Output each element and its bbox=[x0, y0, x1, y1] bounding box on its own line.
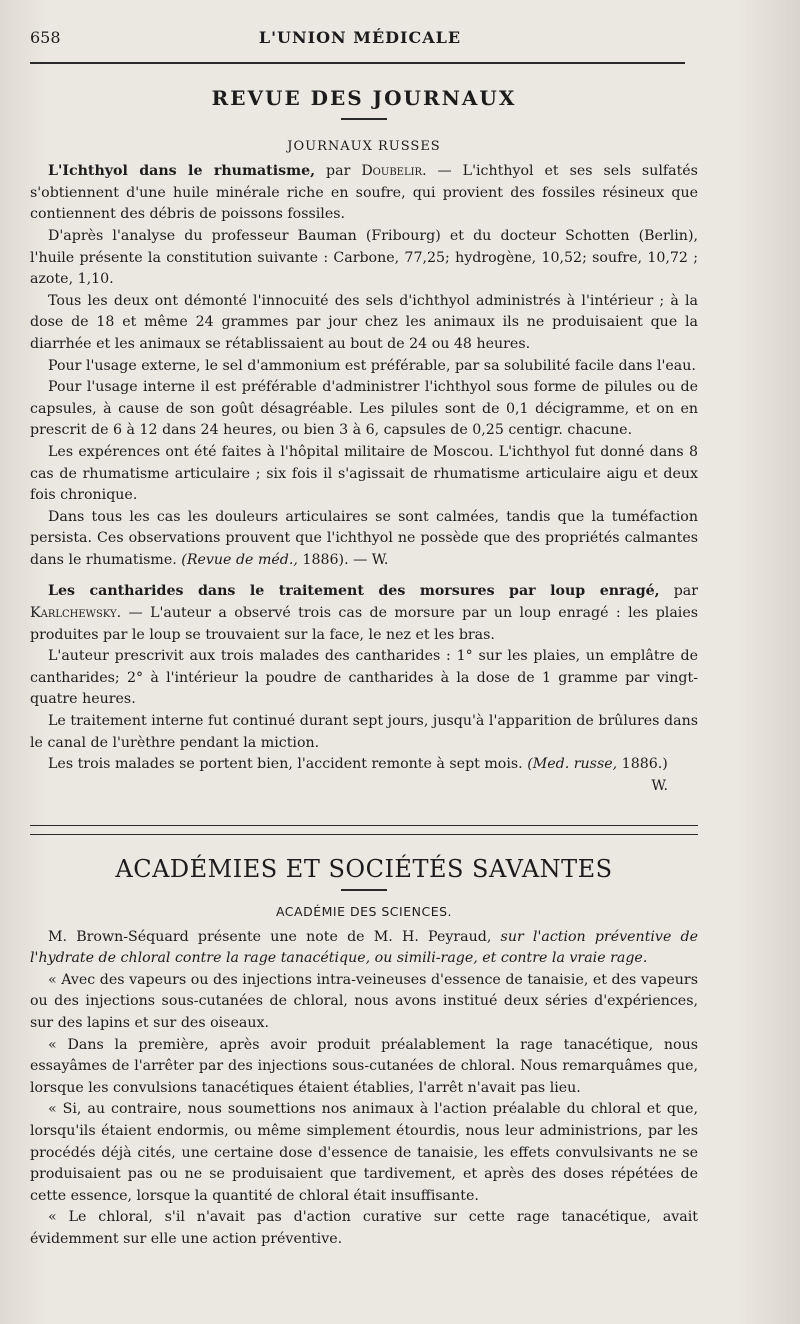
journal-title: L'UNION MÉDICALE bbox=[258, 28, 462, 47]
academies-paragraph-4: « Si, au contraire, nous soumettions nos animaux à l'action préalable du chloral et que, lorsqu'ils étaient endormis, ou même simplement étourdis, nous leur administrions, par les procédés déjà cités, une certaine dose d'essence de tanaisie, les effets convulsivants ne se produisaient pas ou ne se produisaient que tardivement, et après des doses répétées de cette essence, lorsque la quantité de chloral était insuffisante. bbox=[30, 1101, 698, 1204]
academies-underline bbox=[341, 889, 387, 891]
article2-paragraph-2: L'auteur prescrivit aux trois malades des cantharides : 1° sur les plaies, un emplâtre de cantharides; 2° à l'intérieur la poudre de cantharides à la dose de 1 gramme par vingt-quatre heures. bbox=[30, 648, 698, 708]
article1-title: L'Ichthyol dans le rhumatisme, bbox=[48, 163, 316, 180]
title-underline bbox=[341, 118, 387, 120]
article2-p4-text: Les trois malades se portent bien, l'accident remonte à sept mois. bbox=[48, 756, 523, 773]
academies-paragraph-2: « Avec des vapeurs ou des injections intra-veineuses d'essence de tanaisie, et des vapeurs ou des injections sous-cutanées de chloral, nous avons institué deux séries d'expériences, sur des lapins et sur des oiseaux. bbox=[30, 971, 698, 1031]
page-content bbox=[30, 60, 698, 1251]
academies-p1-italic: sur l'action préventive de l'hydrate de chloral contre la rage tanacétique, ou simili-rage, et contre la vraie rage. bbox=[30, 928, 699, 967]
academies-paragraph-5: « Le chloral, s'il n'avait pas d'action curative sur cette rage tanacétique, avait évidemment sur elle une action préventive. bbox=[30, 1209, 698, 1247]
academies-p1-start: M. Brown-Séquard présente une note de M. H. Peyraud, bbox=[48, 928, 492, 945]
article1-p7-source: (Revue de méd., bbox=[181, 551, 298, 568]
running-header bbox=[30, 28, 690, 54]
article2-paragraph-3: Le traitement interne fut continué durant sept jours, jusqu'à l'apparition de brûlures dans le canal de l'urèthre pendant la miction. bbox=[30, 713, 698, 751]
article1-paragraph-3: Tous les deux ont démonté l'innocuité des sels d'ichthyol administrés à l'intérieur ; à la dose de 18 et même 24 grammes par jour chez les animaux ils ne produisaient que la diarrhée et les animaux se rétablissaient au bout de 24 ou 48 heures. bbox=[30, 292, 698, 352]
article1-paragraph-7 bbox=[30, 507, 698, 572]
article2-p4-source: (Med. russe, bbox=[527, 756, 618, 773]
article2-paragraph-4 bbox=[30, 754, 698, 776]
subsection-journaux-russes: JOURNAUX RUSSES bbox=[287, 138, 441, 154]
article2-paragraph-1 bbox=[30, 581, 698, 646]
section-title-academies: ACADÉMIES ET SOCIÉTÉS SAVANTES bbox=[115, 855, 613, 884]
section-title-revue: REVUE DES JOURNAUX bbox=[211, 86, 517, 110]
article2-intro: — L'auteur a observé trois cas de morsure par un loup enragé : les plaies produites par le loup se trouvaient sur la face, le nez et les bras. bbox=[30, 605, 698, 643]
subsection-academie-sciences: ACADÉMIE DES SCIENCES. bbox=[275, 904, 453, 919]
article1-paragraph-1 bbox=[30, 161, 698, 226]
article1-intro: — L'ichthyol et ses sels sulfatés s'obtiennent d'une huile minérale riche en soufre, qui provient des fossiles résineux que contiennent des débris de poissons fossiles. bbox=[30, 163, 698, 223]
article2-by: par bbox=[673, 583, 699, 600]
article2-author: Karlchewsky. bbox=[30, 605, 122, 622]
article1-paragraph-4: Pour l'usage externe, le sel d'ammonium est préférable, par sa solubilité facile dans l'eau. bbox=[48, 357, 696, 374]
article1-paragraph-6: Les expérences ont été faites à l'hôpital militaire de Moscou. L'ichthyol fut donné dans 8 cas de rhumatisme articulaire ; six fois il s'agissait de rhumatisme articulaire aigu et deux fois chronique. bbox=[30, 443, 698, 504]
article1-paragraph-5: Pour l'usage interne il est préférable d'administrer l'ichthyol sous forme de pilules ou de capsules, à cause de son goût désagréable. Les pilules sont de 0,1 décigramme, et on en prescrit de 6 à 12 dans 24 heures, ou bien 3 à 6, capsules de 0,25 centigr. chacune. bbox=[30, 379, 698, 439]
academies-paragraph-3: « Dans la première, après avoir produit préalablement la rage tanacétique, nous essayâmes de l'arrêter par des injections sous-cutanées de chloral. Nous remarquâmes que, lorsque les convulsions tanacétiques étaient établies, l'arrêt n'avait pas lieu. bbox=[30, 1036, 698, 1096]
article1-by: par bbox=[326, 163, 351, 180]
article1-author: Doubelir. bbox=[361, 163, 427, 180]
page-number: 658 bbox=[30, 28, 61, 47]
article2-title: Les cantharides dans le traitement des morsures par loup enragé, bbox=[48, 583, 660, 600]
article2-p4-year: 1886.) bbox=[621, 756, 668, 773]
article1-paragraph-2: D'après l'analyse du professeur Bauman (Fribourg) et du docteur Schotten (Berlin), l'huile présente la constitution suivante : Carbone, 77,25; hydrogène, 10,52; soufre, 10,72 ; azote, 1,10. bbox=[30, 227, 698, 288]
academies-paragraph-1 bbox=[30, 927, 698, 970]
section-divider bbox=[30, 825, 698, 835]
article2-signature: W. bbox=[651, 777, 668, 794]
article1-p7-year: 1886). — W. bbox=[302, 551, 389, 568]
article1-p7-text: Dans tous les cas les douleurs articulaires se sont calmées, tandis que la tuméfaction persista. Ces observations prouvent que l'ichthyol ne possède que des propriétés calmantes dans le rhumatisme. bbox=[30, 508, 698, 568]
